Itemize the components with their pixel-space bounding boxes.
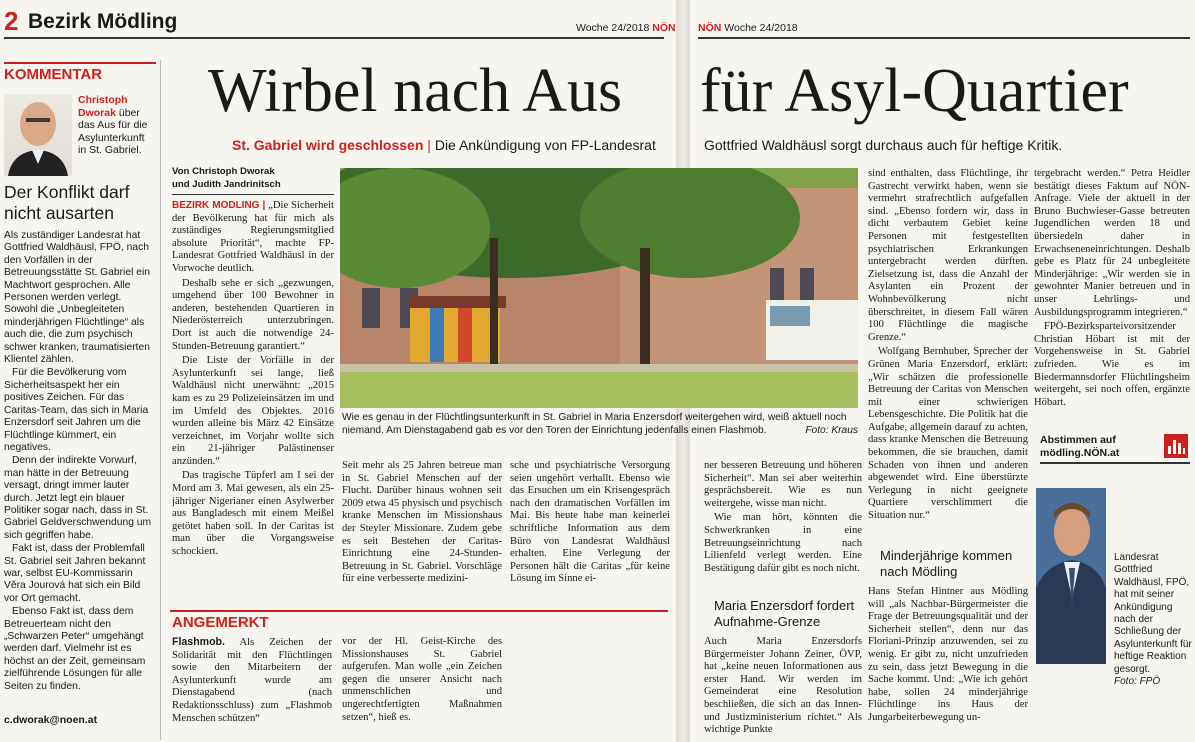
photo-credit: Foto: FPÖ [1114,676,1161,688]
week-text: Woche 24/2018 [724,22,798,34]
kommentar-paragraph: Ebenso Fakt ist, dass dem Betreuerteam nicht den „Schwarzen Peter“ umgehängt werden darf. Vielmehr ist es höchst an der Zeit, gemeinsam zielführende Lösungen für alle Seiten zu finden. [4,606,146,692]
vote-line: mödling.NÖN.at [1040,447,1120,459]
article-paragraph: Die Liste der Vorfälle in der Asylunterkunft sei lange, ließ Waldhäusl nicht unerwähnt: „2015 kam es zu 29 Polizeieinsätzen im und im Umfeld des Objektes. 2016 wurden alleine bis März 42 Einsätze verzeichnet, im Vorjahr wollte sich ein 21-jähriger Palästinenser anzünden.“ [172,355,334,467]
article-column-6 [1034,168,1190,426]
article-paragraph: sind enthalten, dass Flüchtlinge, ihr Gastrecht verwirkt haben, wenn sie vermehrt strafrechtlich aufgefallen sind. „Ebenso fordern wir, dass in dicht verbautem Gebiet keine Personen mit festgestellten psychiatrischen Erkrankungen untergebracht werden dürften. Zielsetzung ist, dass die Anzahl der Asylanten ein Prozent der Wohnbevölkerung nicht überschreitet, in diesem Fall wären 100 Flüchtlinge die magische Grenze.“ [868,168,1028,343]
brand-logo: NÖN [652,22,676,34]
page-number: 2 [4,6,19,36]
article-column-3 [510,460,670,610]
kommentar-body [4,230,154,708]
author-desc: über das Aus für die Asylunterkunft in St. Gabriel. [78,106,148,157]
article-paragraph: Hans Stefan Hintner aus Mödling will „als Nachbar-Bürgermeister die Frage der Betreuungsqualität und der Sicherheit stellen“, denn nur das Floriani-Prinzip anzuwenden, sei zu wenig. Er gibt zu, nicht unzufrieden zu sein, dass jetzt Bewegung in die Sache kommt. Und: „Wie ich gehört habe, sollen 24 minderjährige Flüchtlinge ins Haus der Jungarbeiterbewegung un- [868,586,1028,723]
article-paragraph: FPÖ-Bezirksparteivorsitzender Christian Höbart ist mit der Vorgehensweise in St. Gabriel zufrieden. Wie es im Biedermannsdorfer Flüchtlingsheim weitergeht, sei noch offen, ergänzte Höbart. [1034,321,1190,408]
portrait-photo [1036,488,1106,664]
kommentar-paragraph: Fakt ist, dass der Problemfall St. Gabriel seit Jahren bekannt war, selbst EU-Kommissarin Věra Jourová hat sich ein Bild vor Ort gemacht. [4,543,146,604]
week-text: Woche 24/2018 [576,22,650,34]
vote-link[interactable] [1040,434,1119,460]
kommentar-top-rule [4,62,156,64]
vote-line: Abstimmen auf [1040,434,1116,446]
article-paragraph: Das tragische Tüpferl am I sei der Mord am 3. Mai gewesen, als ein 25-jähriger Nigerianer einen Asylwerber aus Bangladesch mit einem Meißel getötet haben soll. In der Caritas ist man über die Vorgangsweise schockiert. [172,470,334,558]
kommentar-paragraph: Als zuständiger Landesrat hat Gottfried Waldhäusl, FPÖ, nach den Vorfällen in der Betreuungsstätte St. Gabriel ein Machtwort gesprochen. Alle Personen werden verlegt. Sowohl die „Unbegleiteten minderjährigen Flüchtlinge“ als auch die, die zum psychisch schwer kranken, traumatisierten Klientel zählen. [4,230,150,366]
subhead-separator: | [427,137,431,153]
photo-caption [342,412,858,437]
dateline: BEZIRK MÖDLING | [172,200,266,211]
caption-text: Landesrat Gottfried Waldhäusl, FPÖ, hat mit seiner Ankündigung nach der Schließung der Asylunterkunft für heftige Reaktion gesorgt. [1114,552,1192,675]
article-column-4-bottom [704,636,862,742]
article-column-1 [172,200,334,608]
brand-logo: NÖN [698,22,722,34]
paragraph-text: „Die Sicherheit der Bevölkerung hat für mich als zuständiges Regierungsmitglied absolute Priorität“, machte FP-Landesrat Gottfried Waldhäusl in der Vorwoche deutlich. [172,200,334,274]
angemerkt-rule [170,610,668,612]
photo-credit: Foto: Kraus [805,424,858,436]
article-paragraph: sche und psychiatrische Versorgung seien ungehört verhallt. Ebenso wie das Ersuchen um ein Krisengespräch nach den dramatischen Vorfällen im Mai. Bis heute habe man keinerlei schriftliche Information aus dem Büro von Landesrat Waldhäusl erhalten. Eine Verlegung der Personen hält die Caritas „für keine Lösung im Sinne ei- [510,460,670,585]
angemerkt-paragraph [172,636,332,725]
vote-rule [1040,462,1190,464]
caption-text: Wie es genau in der Flüchtlingsunterkunft in St. Gabriel in Maria Enzersdorf weitergehen wird, weiß aktuell noch niemand. Am Dienstagabend gab es vor den Toren der Einrichtung jedenfalls einen Flashmob. [342,412,847,436]
angemerkt-column-2 [342,636,502,740]
article-paragraph: Deshalb sehe er sich „gezwungen, umgehend über 100 Bewohner in anderen, bestehenden Quartieren in Niederösterreich unterzubringen. Dort ist auch die notwendige 24-Stunden-Betreuung garantiert.“ [172,277,334,352]
week-label-right [698,22,798,34]
kommentar-sidebar [0,60,156,742]
kommentar-paragraph: Denn der indirekte Vorwurf, man hätte in der Betreuung versagt, dringt immer lauter durch. Jetzt legt ein blauer Politiker sogar nach, dass in St. Gabriel Geldverschwendung um sich gegriffen habe. [4,455,152,541]
article-column-5-bottom [868,586,1028,742]
author-intro [78,94,154,157]
author-photo [4,94,72,176]
subhead-kicker: St. Gabriel wird geschlossen [232,137,424,153]
kommentar-paragraph: Für die Bevölkerung vom Sicherheitsaspekt her ein positives Zeichen. Für das Caritas-Team, das sich in Maria Enzersdorf seit Jahren um die Flüchtlinge kümmert, ein negatives. [4,367,149,453]
section-title: Bezirk Mödling [28,10,178,33]
angemerkt-column-1 [172,636,332,740]
portrait-image [1036,488,1106,664]
article-paragraph: Auch Maria Enzersdorfs Bürgermeister Johann Zeiner, ÖVP, hat „keine neuen Informationen aus erster Hand. Wir werden im Gemeinderat eine Resolution beschließen, die sich an das Innen- und Justizministerium richtet.“ Als wichtige Punkte [704,636,862,736]
header-rule-right [698,37,1190,39]
author-portrait [4,94,72,176]
subhead-right: Gottfried Waldhäusl sorgt durchaus auch für heftige Kritik. [704,137,1063,153]
author-last: Dworak [78,106,116,119]
article-column-2 [342,460,502,610]
header-rule-left [4,37,664,39]
angemerkt-box [170,610,670,740]
angemerkt-label: ANGEMERKT [172,614,269,631]
article-paragraph: ner besseren Betreuung und höheren Sicherheit“. Man sei aber weiterhin gesprächsbereit. Wie es nun weitergehe, wisse man nicht. [704,460,862,509]
article-photo [340,168,858,408]
subheading-maria-enzersdorf: Maria Enzersdorf fordert Aufnahme-Grenze [714,598,855,629]
author-first: Christoph [78,94,128,106]
article-paragraph: Wolfgang Bernhuber, Sprecher der Grünen Maria Enzersdorf, erklärt: „Wir schätzen die professionelle Betreuung der Caritas von Menschen mit einer schwierigen Lebensgeschichte. Die Politik hat die Aufgabe, allgemein darauf zu achten, dass kranke Menschen die Betreuung bekommen, die sie brauchen, damit Schaden von ihnen und anderen abgewendet wird. Eine überstürzte Verlegung in nicht geeignete Quartiere verschlimmert die Situation nur.“ [868,346,1028,522]
bar-chart-icon [1164,434,1188,458]
week-label-left [576,22,676,34]
headline-right: für Asyl-Quartier [700,57,1129,125]
angemerkt-paragraph: vor der Hl. Geist-Kirche des Missionshauses St. Gabriel aufgerufen. Man wolle „ein Zeichen gegen die unserer Ansicht nach unmenschlichen und ungerechtfertigten Maßnahmen setzen“, hieß es. [342,636,502,723]
byline-line: Von Christoph Dworak [172,166,275,177]
paragraph-text: Als Zeichen der Solidarität mit den Flüchtlingen sowie den Mitarbeitern der Asylunterkunft wurde am Dienstagabend (nach Redaktionsschluss) zum „Flashmob Menschen schützen“ [172,637,332,724]
byline-line: und Judith Jandrinitsch [172,178,281,190]
article-paragraph: Wie man hört, könnten die Schwerkranken in eine Betreuungseinrichtung nach Lilienfeld verlegt werden. Eine Bestätigung dafür gibt es noch nicht. [704,512,862,574]
article-column-4-top [704,460,862,592]
byline [172,166,281,192]
article-paragraph: tergebracht werden.“ Petra Heidler bestätigt dieses Faktum auf NÖN-Anfrage. Viele der aktuell in der Bruno Buchwieser-Gasse betreuten Jugendlichen werden 18 und übersiedeln daher in Erwachseneneinrichtungen. Deshalb gebe es Platz für 24 unbegleitete Minderjährige: „Wir werden sie in gewohnter Manier betreuen und in unser Lehrlings- und Ausbildungsprogramm integrieren.“ [1034,168,1190,318]
subhead-text: Die Ankündigung von FP-Landesrat [434,137,656,153]
author-email[interactable]: c.dworak@noen.at [4,714,98,726]
portrait-caption [1114,552,1192,688]
poll-icon[interactable] [1164,434,1188,458]
article-paragraph: Seit mehr als 25 Jahren betreue man in St. Gabriel Menschen auf der Flucht. Darüber hinaus wohnen seit 2009 etwa 45 physisch und psychisch kranke Menschen im Missionshaus der Steyler Missionare. Zudem gebe es seit Bestehen der Caritas-Einrichtung eine 24-Stunden-Betreuung in St. Gabriel. Vorschläge für eine verbesserte medizini- [342,460,502,585]
kommentar-headline: Der Konflikt darf nicht ausarten [4,182,130,223]
kommentar-label: KOMMENTAR [4,66,103,83]
headline-left: Wirbel nach Aus [208,57,623,125]
sidebar-divider [160,60,161,740]
photo-scene [340,168,858,408]
article-column-5-top [868,168,1028,540]
subhead-left [232,137,656,153]
byline-rule [172,194,334,195]
article-paragraph [172,200,334,276]
angemerkt-lead: Flashmob. [172,636,225,648]
subheading-minderjaehrige: Minderjährige kommen nach Mödling [880,548,1013,579]
